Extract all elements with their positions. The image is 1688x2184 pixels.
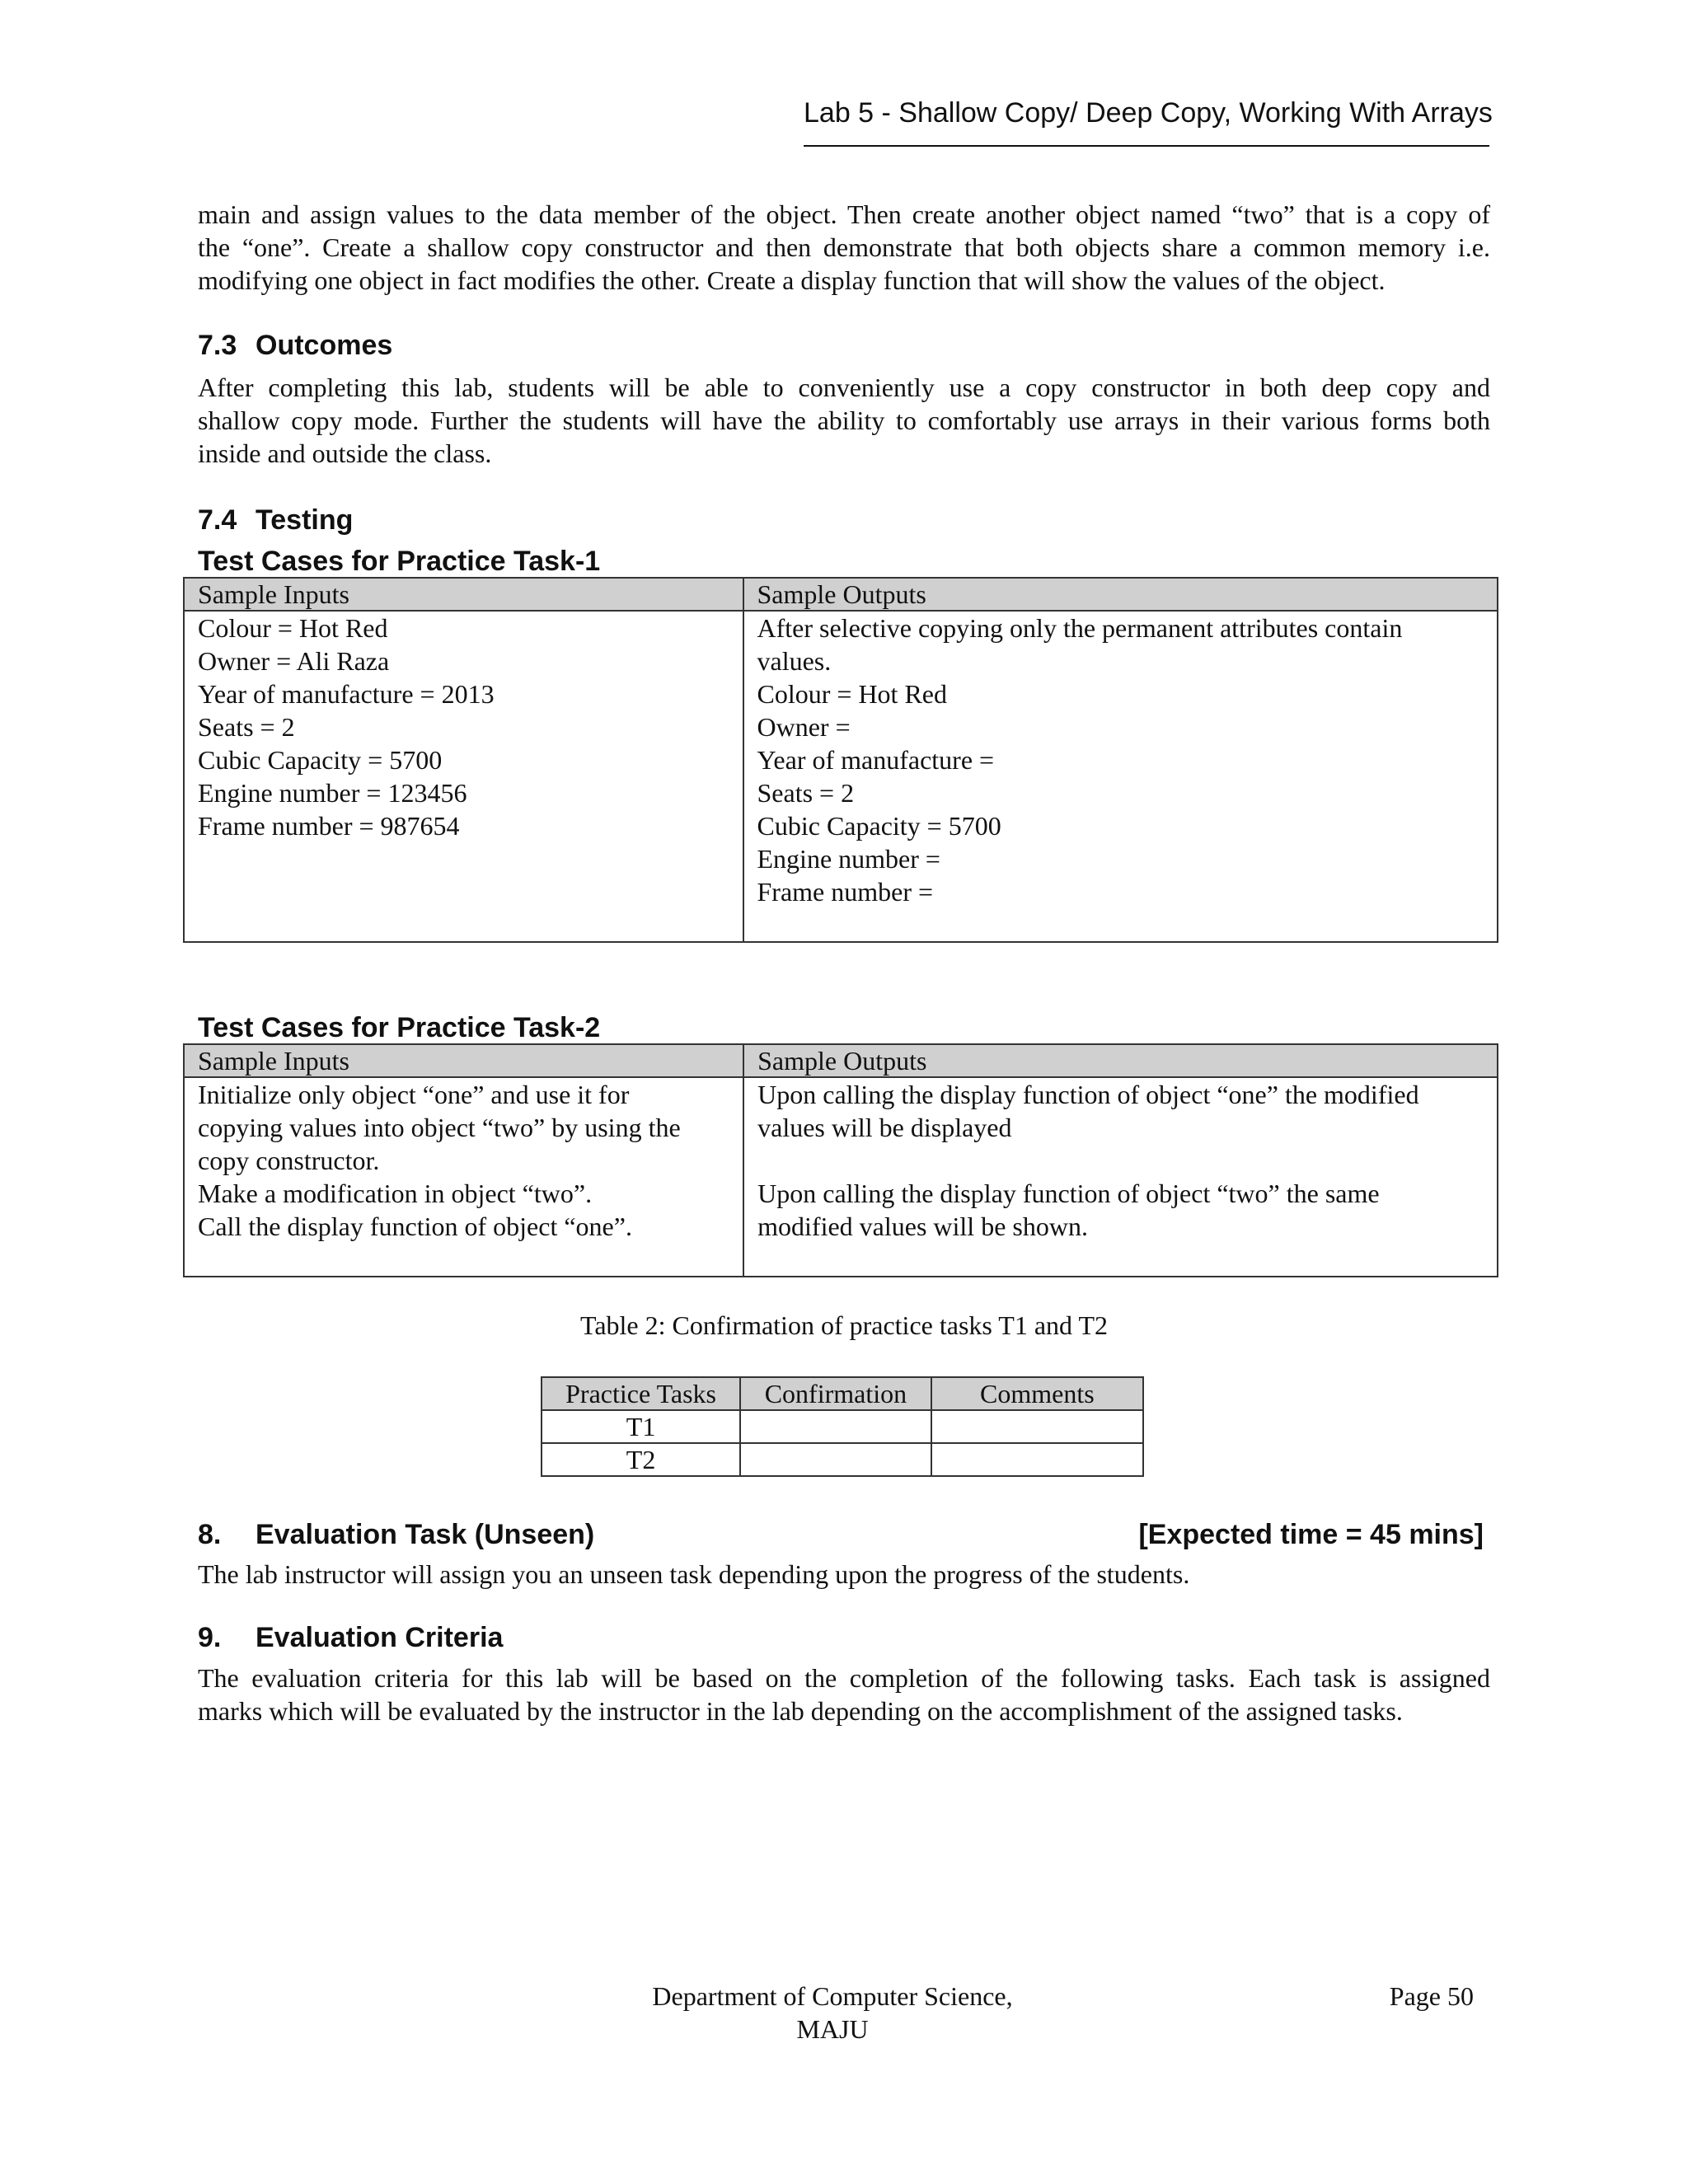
confirmation-cell	[740, 1410, 931, 1443]
criteria-paragraph	[198, 1661, 1490, 1727]
task2-heading: Test Cases for Practice Task-2	[198, 1012, 601, 1043]
input-line: copy constructor.	[198, 1146, 380, 1175]
column-header-inputs: Sample Inputs	[184, 1044, 743, 1077]
table-row	[542, 1443, 1143, 1476]
output-line: Seats = 2	[757, 778, 855, 808]
criteria-line: marks which will be evaluated by the instructor in the lab depending on the accomplishment of the assigned tasks.	[198, 1696, 1403, 1726]
section-number: 7.3	[198, 330, 237, 361]
output-line: Upon calling the display function of object “one” the modified	[757, 1080, 1419, 1109]
footer-department-line: MAJU	[796, 2014, 869, 2044]
table-header-row	[184, 1044, 1498, 1077]
section-title: Evaluation Task (Unseen)	[256, 1519, 595, 1550]
column-header: Comments	[931, 1377, 1143, 1410]
section-heading-7-3	[198, 330, 392, 362]
input-line: Frame number = 987654	[198, 811, 460, 841]
column-header-inputs: Sample Inputs	[184, 578, 743, 611]
task-cell: T1	[542, 1410, 740, 1443]
outcomes-line: inside and outside the class.	[198, 438, 492, 468]
confirmation-table	[541, 1376, 1144, 1477]
task2-table	[183, 1043, 1498, 1277]
page-number: Page 50	[1389, 1981, 1474, 2011]
section-number: 9.	[198, 1622, 222, 1653]
output-line: After selective copying only the permanent attributes contain	[757, 613, 1403, 643]
outputs-cell	[743, 1077, 1498, 1277]
section-heading-8	[198, 1519, 594, 1551]
table-row	[184, 1077, 1498, 1277]
inputs-cell	[184, 611, 743, 942]
input-line: Colour = Hot Red	[198, 613, 388, 643]
input-line: copying values into object “two” by using the	[198, 1113, 681, 1142]
task-cell: T2	[542, 1443, 740, 1476]
table-header-row	[184, 578, 1498, 611]
header-rule	[804, 145, 1489, 147]
output-line: values will be displayed	[757, 1113, 1012, 1142]
input-line: Engine number = 123456	[198, 778, 467, 808]
task1-heading: Test Cases for Practice Task-1	[198, 546, 601, 577]
intro-line: modifying one object in fact modifies the other. Create a display function that will show the values of the object.	[198, 265, 1386, 295]
output-line: Frame number =	[757, 877, 934, 907]
input-line: Cubic Capacity = 5700	[198, 745, 443, 775]
input-line: Owner = Ali Raza	[198, 646, 390, 676]
column-header: Confirmation	[740, 1377, 931, 1410]
intro-line: main and assign values to the data member of the object. Then create another object named “two” that is a copy of	[198, 199, 1490, 229]
expected-time: [Expected time = 45 mins]	[1138, 1519, 1484, 1550]
output-line: Cubic Capacity = 5700	[757, 811, 1001, 841]
intro-line: the “one”. Create a shallow copy constructor and then demonstrate that both objects share a common memory i.e.	[198, 232, 1490, 262]
output-line	[757, 1144, 1484, 1177]
section-title: Outcomes	[256, 330, 393, 361]
section-heading-9	[198, 1622, 503, 1654]
section-number: 7.4	[198, 504, 237, 536]
output-line: Year of manufacture =	[757, 745, 995, 775]
confirmation-cell	[740, 1443, 931, 1476]
running-header: Lab 5 - Shallow Copy/ Deep Copy, Working With Arrays	[804, 97, 1493, 129]
input-line: Call the display function of object “one”.	[198, 1212, 632, 1241]
comments-cell	[931, 1443, 1143, 1476]
comments-cell	[931, 1410, 1143, 1443]
column-header-outputs: Sample Outputs	[743, 578, 1498, 611]
intro-paragraph	[198, 198, 1490, 297]
input-line: Year of manufacture = 2013	[198, 679, 495, 709]
criteria-line: The evaluation criteria for this lab will be based on the completion of the following tasks. Each task is assigned	[198, 1663, 1490, 1693]
section-heading-7-4	[198, 504, 353, 537]
section-number: 8.	[198, 1519, 222, 1550]
footer-department	[577, 1980, 1088, 2046]
section-title: Evaluation Criteria	[256, 1622, 504, 1653]
table2-caption: Table 2: Confirmation of practice tasks T1 and T2	[580, 1310, 1108, 1340]
footer-department-line: Department of Computer Science,	[652, 1981, 1013, 2011]
section-title: Testing	[256, 504, 354, 536]
outputs-cell	[743, 611, 1498, 942]
input-line: Make a modification in object “two”.	[198, 1179, 593, 1208]
input-line: Seats = 2	[198, 712, 295, 742]
output-line: modified values will be shown.	[757, 1212, 1088, 1241]
task1-table	[183, 577, 1498, 943]
outcomes-paragraph	[198, 371, 1490, 470]
output-line: Engine number =	[757, 844, 940, 874]
inputs-cell	[184, 1077, 743, 1277]
outcomes-line: After completing this lab, students will be able to conveniently use a copy constructor in both deep copy and	[198, 373, 1490, 402]
output-line: Owner =	[757, 712, 851, 742]
outcomes-line: shallow copy mode. Further the students will have the ability to comfortably use arrays in their various forms both	[198, 405, 1490, 435]
output-line: values.	[757, 646, 832, 676]
table-header-row	[542, 1377, 1143, 1410]
section-8-text: The lab instructor will assign you an unseen task depending upon the progress of the students.	[198, 1559, 1190, 1589]
table-row	[184, 611, 1498, 942]
column-header-outputs: Sample Outputs	[743, 1044, 1498, 1077]
column-header: Practice Tasks	[542, 1377, 740, 1410]
input-line: Initialize only object “one” and use it for	[198, 1080, 630, 1109]
table-row	[542, 1410, 1143, 1443]
output-line: Upon calling the display function of object “two” the same	[757, 1179, 1380, 1208]
output-line: Colour = Hot Red	[757, 679, 947, 709]
